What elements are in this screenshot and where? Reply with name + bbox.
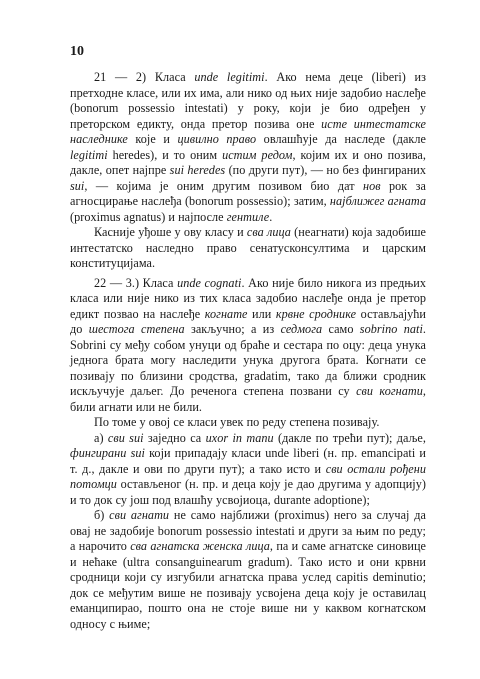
text-run: (по други пут), — но без фингираних xyxy=(225,163,426,177)
paragraph-item-a xyxy=(70,431,426,509)
text-run: . xyxy=(269,209,273,224)
paragraph-later-additions xyxy=(70,225,426,272)
text-run: који припадају класи unde liberi (н. пр. emancipati и т. д., дакле и ови по други пут); а тако исто и xyxy=(70,446,426,476)
italic-text-run: седмога xyxy=(280,322,323,336)
text-run: заједно са xyxy=(143,430,206,445)
italic-text-run: сва лица xyxy=(246,225,291,239)
text-run: (proximus agnatus) и најпосле xyxy=(70,209,227,224)
italic-text-run: uxor in manu xyxy=(205,430,274,445)
text-run: 21 — 2) Класа xyxy=(94,70,195,84)
text-run: heredes), и то оним xyxy=(107,147,223,162)
italic-text-run: шестога степена xyxy=(88,322,185,336)
text-run: Касније уђоше у ову класу и xyxy=(94,225,247,239)
text-run: . Ако нема деце (liberi) из претходне класе, или их има, али нико од њих није задобио наслеђе (bonorum possessio intestati) у року, који је био одређен у преторском едикту, онда претор позива оне xyxy=(70,70,426,131)
text-run: (неагнати) која задобише интестатско наследно право сенатусконсултима и царским конституцијама. xyxy=(70,225,427,270)
italic-text-run: unde legitimi xyxy=(194,70,265,84)
text-run: овлашћује да наследе (дакле xyxy=(256,132,426,146)
text-run: не само најближи (proximus) него за случај да овај не задобије bonorum possessio intestati и други за њим по реду; а нарочито xyxy=(70,508,426,553)
text-run: , — којима је оним другим позивом био дат xyxy=(84,178,364,193)
italic-text-run: крвне сроднике xyxy=(275,306,357,321)
text-run: (дакле по трећи пут); даље, xyxy=(273,430,426,445)
italic-text-run: sui xyxy=(70,178,85,193)
italic-text-run: гентиле xyxy=(226,209,270,224)
italic-text-run: исте интестатске наследнике xyxy=(70,116,426,146)
italic-text-run: sui heredes xyxy=(169,163,226,177)
text-run: По томе у овој се класи увек по реду степена позивају. xyxy=(94,415,380,429)
italic-text-run: сва агнатска женска лица xyxy=(130,539,270,553)
paragraph-item-b xyxy=(70,508,426,632)
page-number: 10 xyxy=(70,44,84,59)
text-run: . Ако није било никога из предњих класа или није нико из тих класа задобио наслеђе онда је претор едикт позвао на наслеђе xyxy=(70,275,426,321)
italic-text-run: sobrino nati xyxy=(359,322,423,336)
italic-text-run: когнате xyxy=(204,306,248,321)
italic-text-run: фингирани sui xyxy=(70,446,145,460)
text-run: које и xyxy=(127,132,178,146)
paragraph-21-unde-legitimi xyxy=(70,70,426,225)
paragraph-22-unde-cognati xyxy=(70,276,426,416)
text-run: , па и саме агнатске синовице и нећаке (ultra consanguinearum gradum). Тако исто и они крвни сродници који су изгубили агнатска права услед capitis deminutio; док се међутим више не позивају усвојена деца коју је оставилац еманципирао, пошто она не стоје више ни у каквом когнатском односу с њиме; xyxy=(70,539,426,631)
text-run: рок за агносцирање наслеђа (bonorum possessio); затим, xyxy=(70,178,427,208)
italic-text-run: legitimi xyxy=(70,147,108,162)
italic-text-run: истим редом xyxy=(222,147,293,162)
italic-text-run: сви агнати xyxy=(109,508,170,522)
italic-text-run: unde cognati xyxy=(177,275,242,290)
text-run: а) xyxy=(94,430,108,445)
text-run: или xyxy=(247,306,276,321)
text-run: , били агнати или не били. xyxy=(70,384,426,414)
italic-text-run: сви sui xyxy=(107,430,144,445)
text-run: 22 — 3.) Класа xyxy=(94,275,178,290)
italic-text-run: сви остали рођени потомци xyxy=(70,461,426,491)
italic-text-run: најближег агната xyxy=(329,194,426,208)
text-run: б) xyxy=(94,508,110,522)
text-run: само xyxy=(322,322,360,336)
text-run: , којим их и оно позива, дакле, опет најпре xyxy=(70,147,426,177)
italic-text-run: сви когнати xyxy=(356,384,423,398)
text-run: . Sobrini су међу собом унуци од браће и сестара по оцу: деца унука једнога брата могу наследити унука другога брата. Когнати се позивају по близини сродства, gradatim, тако да ближи сродник искључује даљег. До реченога степена позвани су xyxy=(70,322,426,398)
paragraph-order-of-degrees xyxy=(70,415,426,431)
body-text xyxy=(70,70,426,632)
italic-text-run: цивилно право xyxy=(177,132,257,146)
text-run: остављајући до xyxy=(70,306,426,336)
text-run: остављеног (н. пр. и деца коју је дао другима у адопцију) и то док су још под влашћу усвојиоца, durante adoptione); xyxy=(70,477,426,507)
italic-text-run: нов xyxy=(363,178,381,193)
text-run: закључно; а из xyxy=(184,322,281,336)
